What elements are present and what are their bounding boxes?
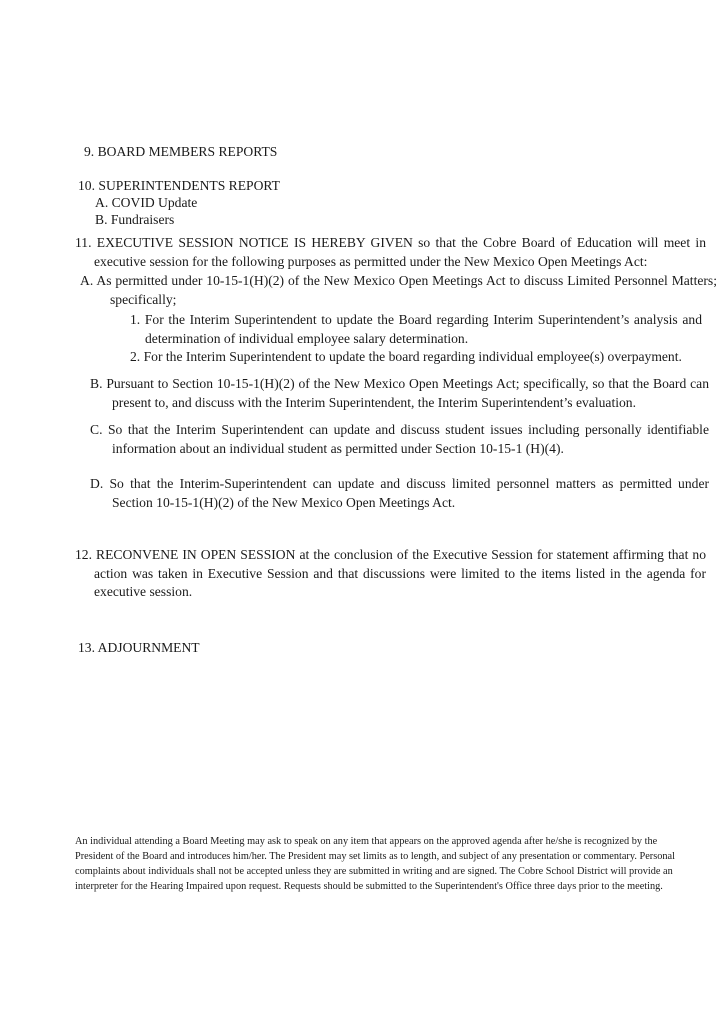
item-11c: C. So that the Interim Superintendent can update and discuss student issues including personally identifiable information about an individual student as permitted under Section 10-15-1 (H)(4). xyxy=(90,422,709,456)
item-10b: B. Fundraisers xyxy=(95,212,175,227)
item-10: 10. SUPERINTENDENTS REPORT xyxy=(78,178,280,193)
item-10a: A. COVID Update xyxy=(95,195,198,210)
item-9: 9. BOARD MEMBERS REPORTS xyxy=(84,144,278,159)
item-11b: B. Pursuant to Section 10-15-1(H)(2) of the New Mexico Open Meetings Act; specifically, so that the Board can present to, and discuss with the Interim Superintendent, the Interim Superintendent’s evaluation. xyxy=(90,376,709,410)
public-comment-notice: An individual attending a Board Meeting may ask to speak on any item that appears on the approved agenda after he/she is recognized by the President of the Board and introduces him/her. The President may set limits as to length, and subject of any presentation or commentary. Personal complaints about individuals shall not be accepted unless they are submitted in writing and are signed. The Cobre School District will provide an interpreter for the Hearing Impaired upon request. Requests should be submitted to the Superintendent's Office three days prior to the meeting. xyxy=(75,836,675,892)
item-11: 11. EXECUTIVE SESSION NOTICE IS HEREBY GIVEN so that the Cobre Board of Education will meet in executive session for the following purposes as permitted under the New Mexico Open Meetings Act: xyxy=(75,235,706,269)
item-11a-1: 1. For the Interim Superintendent to update the Board regarding Interim Superintendent’s analysis and determination of individual employee salary determination. xyxy=(130,312,702,346)
item-11d: D. So that the Interim-Superintendent can update and discuss limited personnel matters as permitted under Section 10-15-1(H)(2) of the New Mexico Open Meetings Act. xyxy=(90,476,709,510)
item-13: 13. ADJOURNMENT xyxy=(78,640,200,655)
item-12: 12. RECONVENE IN OPEN SESSION at the conclusion of the Executive Session for statement affirming that no action was taken in Executive Session and that discussions were limited to the items listed in the agenda for executive session. xyxy=(75,547,706,599)
item-11a-2: 2. For the Interim Superintendent to update the board regarding individual employee(s) overpayment. xyxy=(130,349,682,364)
item-11a: A. As permitted under 10-15-1(H)(2) of the New Mexico Open Meetings Act to discuss Limited Personnel Matters; specifically; xyxy=(80,273,717,307)
